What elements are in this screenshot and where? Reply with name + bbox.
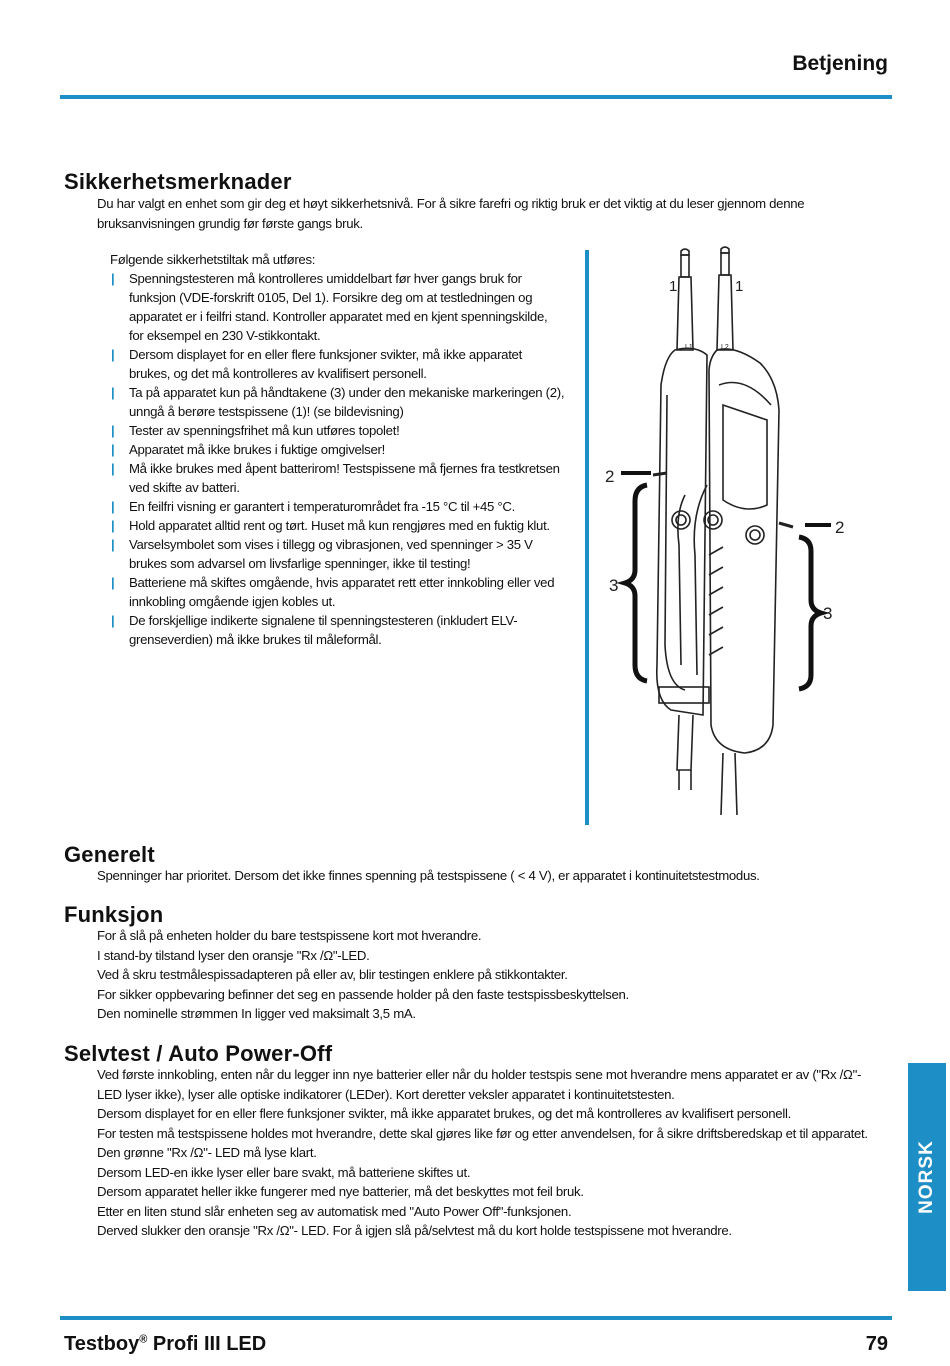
selftest-line: Ved første innkobling, enten når du legger inn nye batterier eller når du holder testspis sene mot hverandre mens apparatet er av ("Rx /Ω"-LED lyser ikke), lyser alle optiske indikatorer (LEDer). Kort deretter veksler apparatet i kontinuitetstesten.	[97, 1067, 862, 1102]
function-line: For sikker oppbevaring befinner det seg en passende holder på den faste testspissbeskyttelsen.	[97, 986, 629, 1002]
function-body	[97, 926, 877, 1024]
bullet-marker-icon: |	[111, 461, 115, 476]
safety-bullet-item	[110, 383, 565, 421]
safety-bullet-item	[110, 497, 565, 516]
bullet-marker-icon: |	[111, 442, 115, 457]
safety-bullet-item	[110, 516, 565, 535]
function-line: I stand-by tilstand lyser den oransje "Rx /Ω"-LED.	[97, 947, 370, 963]
bullet-marker-icon: |	[111, 537, 115, 552]
selftest-line: Dersom apparatet heller ikke fungerer med nye batterier, må det beskyttes mot feil bruk.	[97, 1184, 584, 1199]
safety-bullet-item	[110, 535, 565, 573]
page-header-title: Betjening	[792, 52, 888, 75]
safety-bullet-text: Varselsymbolet som vises i tillegg og vibrasjonen, ved spenninger > 35 V brukes som advarsel om livsfarlige spenninger, ikke til testing!	[129, 537, 533, 571]
section-title-general: Generelt	[64, 842, 155, 867]
footer-brand: Testboy	[64, 1333, 140, 1355]
label-grip-right: 3	[823, 604, 833, 623]
selftest-line: Etter en liten stund slår enheten seg av automatisk med "Auto Power Off"-funksjonen.	[97, 1203, 572, 1219]
safety-intro: Du har valgt en enhet som gir deg et høyt sikkerhetsnivå. For å sikre farefri og riktig bruk er det viktig at du leser gjennom denne bruksanvisningen grundig før første gangs bruk.	[97, 196, 805, 231]
brace-right	[799, 537, 821, 689]
function-line: Ved å skru testmålespissadapteren på eller av, blir testingen enklere på stikkontakter.	[97, 967, 568, 982]
voltage-tester-illustration	[595, 245, 855, 825]
safety-bullet-item	[110, 573, 565, 611]
safety-bullet-item	[110, 611, 565, 649]
bullet-marker-icon: |	[111, 271, 115, 286]
footer-product-name	[64, 1333, 266, 1356]
safety-bullet-text: Hold apparatet alltid rent og tørt. Huset må kun rengjøres med en fuktig klut.	[129, 518, 550, 533]
safety-bullet-list	[110, 250, 565, 649]
language-label: NORSK	[916, 1140, 937, 1214]
safety-bullet-text: En feilfri visning er garantert i temperaturområdet fra -15 °C til +45 °C.	[129, 499, 515, 514]
safety-lead: Følgende sikkerhetstiltak må utføres:	[110, 252, 316, 267]
general-line: Spenninger har prioritet. Dersom det ikke finnes spenning på testspissene ( < 4 V), er apparatet i kontinuitetstestmodus.	[97, 868, 760, 883]
selftest-line: Dersom LED-en ikke lyser eller bare svakt, må batteriene skiftes ut.	[97, 1164, 471, 1180]
label-tip-left: 1	[669, 278, 678, 295]
safety-bullet-text: De forskjellige indikerte signalene til spenningstesteren (inkludert ELV-grenseverdien) må ikke brukes til måleformål.	[129, 613, 518, 647]
bullet-container	[110, 269, 565, 649]
label-tip-right: 1	[735, 278, 744, 295]
page-number: 79	[865, 1333, 888, 1355]
bullet-marker-icon: |	[111, 423, 115, 438]
safety-bullet-item	[110, 440, 565, 459]
function-line: Den nominelle strømmen In ligger ved maksimalt 3,5 mA.	[97, 1006, 416, 1021]
selftest-line: Derved slukker den oransje "Rx /Ω"- LED. For å igjen slå på/selvtest må du kort holde testspissene mot hverandre.	[97, 1223, 732, 1238]
safety-bullet-item	[110, 421, 565, 440]
header-rule	[60, 95, 892, 99]
safety-bullet-item	[110, 269, 565, 345]
bullet-marker-icon: |	[111, 499, 115, 514]
registered-mark: ®	[139, 1333, 148, 1346]
section-title-safety: Sikkerhetsmerknader	[64, 169, 292, 194]
selftest-body	[97, 1065, 877, 1241]
safety-bullet-text: Dersom displayet for en eller flere funksjoner svikter, må ikke apparatet brukes, og det må kontrolleres av kvalifisert personell.	[129, 347, 522, 381]
safety-bullet-text: Spenningstesteren må kontrolleres umiddelbart før hver gangs bruk for funksjon (VDE-forskrift 0105, Del 1). Forsikre deg om at testledningen og apparatet er i feilfri stand. Kontroller apparatet med en kjent spenningskilde, for eksempel en 230 V-stikkontakt.	[129, 271, 548, 343]
safety-bullet-item	[110, 345, 565, 383]
bullet-marker-icon: |	[111, 613, 115, 628]
section-title-function: Funksjon	[64, 902, 164, 927]
selftest-line: For testen må testspissene holdes mot hverandre, dette skal gjøres like før og etter anvendelsen, for å sikre driftsberedskap et til apparatet. Den grønne "Rx /Ω"- LED må lyse klart.	[97, 1125, 868, 1160]
selftest-line: Dersom displayet for en eller flere funksjoner svikter, må ikke apparatet brukes, og det må kontrolleres av kvalifisert personell.	[97, 1106, 791, 1121]
safety-bullet-item	[110, 459, 565, 497]
bullet-marker-icon: |	[111, 575, 115, 590]
label-mark-right: 2	[835, 518, 845, 537]
general-body	[97, 866, 877, 886]
brace-left	[625, 485, 647, 681]
probe-label-right: L2	[721, 344, 729, 351]
figure-divider-line	[585, 250, 589, 825]
label-mark-left: 2	[605, 467, 615, 486]
bullet-marker-icon: |	[111, 385, 115, 400]
label-grip-left: 3	[609, 576, 619, 595]
bullet-marker-icon: |	[111, 347, 115, 362]
section-title-selftest: Selvtest / Auto Power-Off	[64, 1041, 333, 1066]
language-side-tab	[908, 1063, 946, 1291]
bullet-marker-icon: |	[111, 518, 115, 533]
safety-bullet-text: Må ikke brukes med åpent batterirom! Testspissene må fjernes fra testkretsen ved skifte av batteri.	[129, 461, 560, 495]
safety-bullet-text: Tester av spenningsfrihet må kun utføres topolet!	[129, 423, 400, 438]
probe-label-left: L1	[685, 344, 693, 351]
footer-rule	[60, 1316, 892, 1320]
safety-bullet-text: Batteriene må skiftes omgående, hvis apparatet rett etter innkobling eller ved innkobling omgående igjen kobles ut.	[129, 575, 555, 609]
function-line: For å slå på enheten holder du bare testspissene kort mot hverandre.	[97, 928, 482, 943]
safety-bullet-text: Apparatet må ikke brukes i fuktige omgivelser!	[129, 442, 385, 457]
safety-bullet-text: Ta på apparatet kun på håndtakene (3) under den mekaniske markeringen (2), unngå å berøre testspissene (1)! (se bildevisning)	[129, 385, 565, 419]
footer-model: Profi III LED	[147, 1333, 267, 1355]
